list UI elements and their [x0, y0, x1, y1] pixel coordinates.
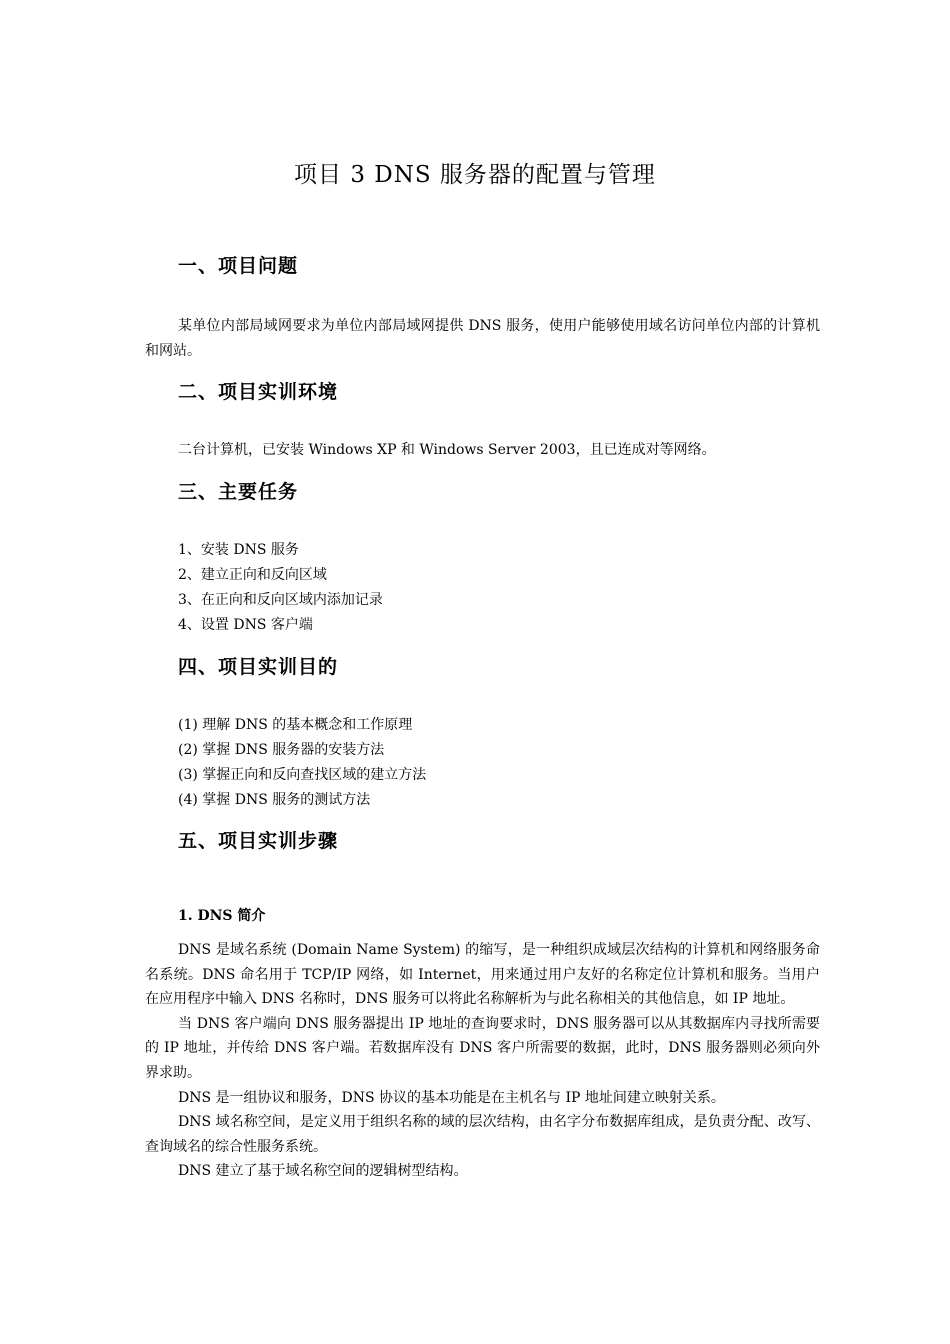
section-environment-paragraph: 二台计算机，已安装 Windows XP 和 Windows Server 2003，且已连成对等网络。: [178, 442, 716, 458]
list-item: (4) 掌握 DNS 服务的测试方法: [178, 792, 371, 808]
dns-intro-body: [145, 938, 820, 1184]
dns-intro-paragraph: DNS 建立了基于域名称空间的逻辑树型结构。: [178, 1163, 468, 1180]
dns-intro-paragraph: DNS 是一组协议和服务，DNS 协议的基本功能是在主机名与 IP 地址间建立映射关系。: [178, 1089, 725, 1106]
task-list: [178, 538, 383, 638]
section-problem-paragraph: 某单位内部局域网要求为单位内部局域网提供 DNS 服务，使用户能够使用域名访问单位内部的计算机和网站。: [145, 318, 820, 359]
list-item: (1) 理解 DNS 的基本概念和工作原理: [178, 717, 413, 733]
section-heading-problem: 一、项目问题: [178, 255, 299, 277]
document-title: 项目 3 DNS 服务器的配置与管理: [294, 162, 656, 188]
list-item: 2、建立正向和反向区域: [178, 567, 327, 583]
section-heading-steps: 五、项目实训步骤: [178, 830, 339, 852]
dns-intro-paragraph: 当 DNS 客户端向 DNS 服务器提出 IP 地址的查询要求时，DNS 服务器可以从其数据库内寻找所需要的 IP 地址，并传给 DNS 客户端。若数据库没有 DNS 客户所需要的数据，此时，DNS 服务器则必须向外界求助。: [145, 1015, 820, 1081]
subsection-heading-dns-intro: 1. DNS 简介: [178, 908, 266, 924]
section-heading-environment: 二、项目实训环境: [178, 381, 339, 403]
dns-intro-paragraph: DNS 是域名系统 (Domain Name System) 的缩写，是一种组织成域层次结构的计算机和网络服务命名系统。DNS 命名用于 TCP/IP 网络，如 Internet，用来通过用户友好的名称定位计算机和服务。当用户在应用程序中输入 DNS 名称时，DNS 服务可以将此名称解析为与此名称相关的其他信息，如 IP 地址。: [145, 942, 820, 1008]
section-heading-objectives: 四、项目实训目的: [178, 656, 339, 678]
section-heading-tasks: 三、主要任务: [178, 481, 299, 503]
dns-intro-paragraph: DNS 域名称空间，是定义用于组织名称的域的层次结构，由名字分布数据库组成，是负责分配、改写、查询域名的综合性服务系统。: [145, 1114, 820, 1155]
list-item: (2) 掌握 DNS 服务器的安装方法: [178, 742, 385, 758]
list-item: (3) 掌握正向和反向查找区域的建立方法: [178, 767, 427, 783]
list-item: 1、安装 DNS 服务: [178, 542, 299, 558]
list-item: 4、设置 DNS 客户端: [178, 617, 313, 633]
objective-list: [178, 713, 426, 813]
list-item: 3、在正向和反向区域内添加记录: [178, 592, 383, 608]
